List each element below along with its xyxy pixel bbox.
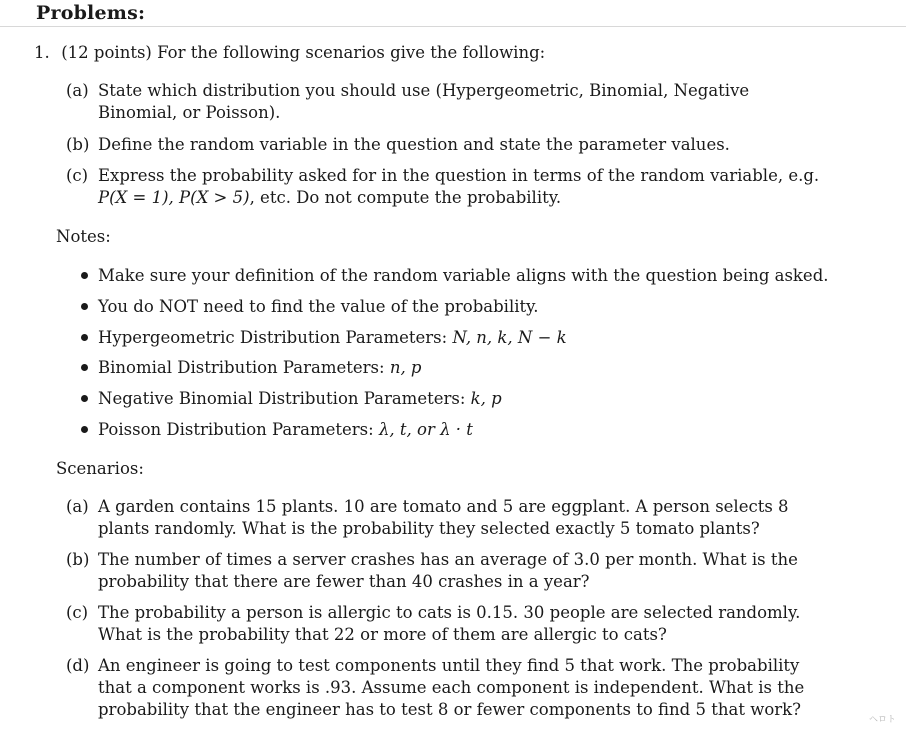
heading-divider — [0, 26, 906, 27]
scenario-text: A garden contains 15 plants. 10 are tomato and 5 are eggplant. A person selects 8 plants randomly. What is the probability they selected exactly 5 tomato plants? — [98, 497, 789, 538]
notes-label: Notes: — [56, 227, 111, 246]
note-text: Negative Binomial Distribution Parameters: — [98, 389, 471, 409]
note-math: n, p — [389, 358, 422, 378]
bullet-icon — [81, 303, 88, 310]
scenario-item — [66, 549, 824, 602]
note-text: You do NOT need to find the value of the probability. — [98, 296, 539, 316]
note-item — [78, 357, 829, 388]
corner-mark: ヘロト — [868, 715, 896, 725]
scenario-text: The number of times a server crashes has an average of 3.0 per month. What is the probability that there are fewer than 40 crashes in a year? — [98, 550, 798, 591]
scenario-label: (c) — [66, 603, 89, 622]
bullet-icon — [81, 272, 88, 279]
note-math: k, p — [470, 389, 502, 409]
instruction-text: Express the probability asked for in the question in terms of the random variable, e.g. — [98, 166, 820, 185]
instruction-item — [66, 80, 826, 134]
note-item — [78, 265, 829, 296]
scenario-label: (a) — [66, 497, 89, 516]
bullet-icon — [81, 395, 88, 402]
problem-number: 1. — [34, 43, 50, 62]
notes-list — [78, 265, 829, 450]
scenario-item — [66, 655, 824, 721]
problem-intro — [34, 42, 545, 64]
problem-intro-text: (12 points) For the following scenarios give the following: — [61, 43, 546, 62]
note-text: Binomial Distribution Parameters: — [98, 358, 390, 378]
scenario-text: An engineer is going to test components until they find 5 that work. The probability that a component works is .93. Assume each component is independent. What is the probability that the engineer has to test 8 or fewer components to find 5 that work? — [98, 656, 805, 719]
instruction-text: Define the random variable in the question and state the parameter values. — [98, 135, 730, 154]
instruction-text: State which distribution you should use (Hypergeometric, Binomial, Negative Binomial, or Poisson). — [98, 81, 750, 122]
instruction-list — [66, 80, 826, 209]
instruction-text-tail: , etc. Do not compute the probability. — [249, 188, 562, 207]
instruction-math: P(X = 1), P(X > 5) — [98, 188, 250, 207]
note-math: λ, t, or λ · t — [378, 419, 473, 439]
page-heading: Problems: — [36, 2, 146, 24]
instruction-label: (c) — [66, 166, 89, 185]
scenario-label: (d) — [66, 656, 90, 675]
note-item — [78, 388, 829, 419]
note-item — [78, 327, 829, 358]
bullet-icon — [81, 364, 88, 371]
instruction-item — [66, 134, 826, 165]
instruction-label: (a) — [66, 81, 89, 100]
note-math: N, n, k, N − k — [452, 327, 567, 347]
scenario-label: (b) — [66, 550, 90, 569]
note-text: Poisson Distribution Parameters: — [98, 419, 379, 439]
note-item — [78, 296, 829, 327]
scenario-item — [66, 602, 824, 655]
note-item — [78, 419, 829, 450]
scenario-list — [66, 496, 824, 721]
bullet-icon — [81, 426, 88, 433]
scenario-text: The probability a person is allergic to cats is 0.15. 30 people are selected randomly. What is the probability that 22 or more of them are allergic to cats? — [98, 603, 801, 644]
instruction-label: (b) — [66, 135, 90, 154]
bullet-icon — [81, 334, 88, 341]
instruction-item — [66, 165, 826, 209]
note-text: Make sure your definition of the random variable aligns with the question being asked. — [98, 266, 829, 285]
scenarios-label: Scenarios: — [56, 459, 144, 478]
note-text: Hypergeometric Distribution Parameters: — [98, 327, 453, 347]
scenario-item — [66, 496, 824, 549]
